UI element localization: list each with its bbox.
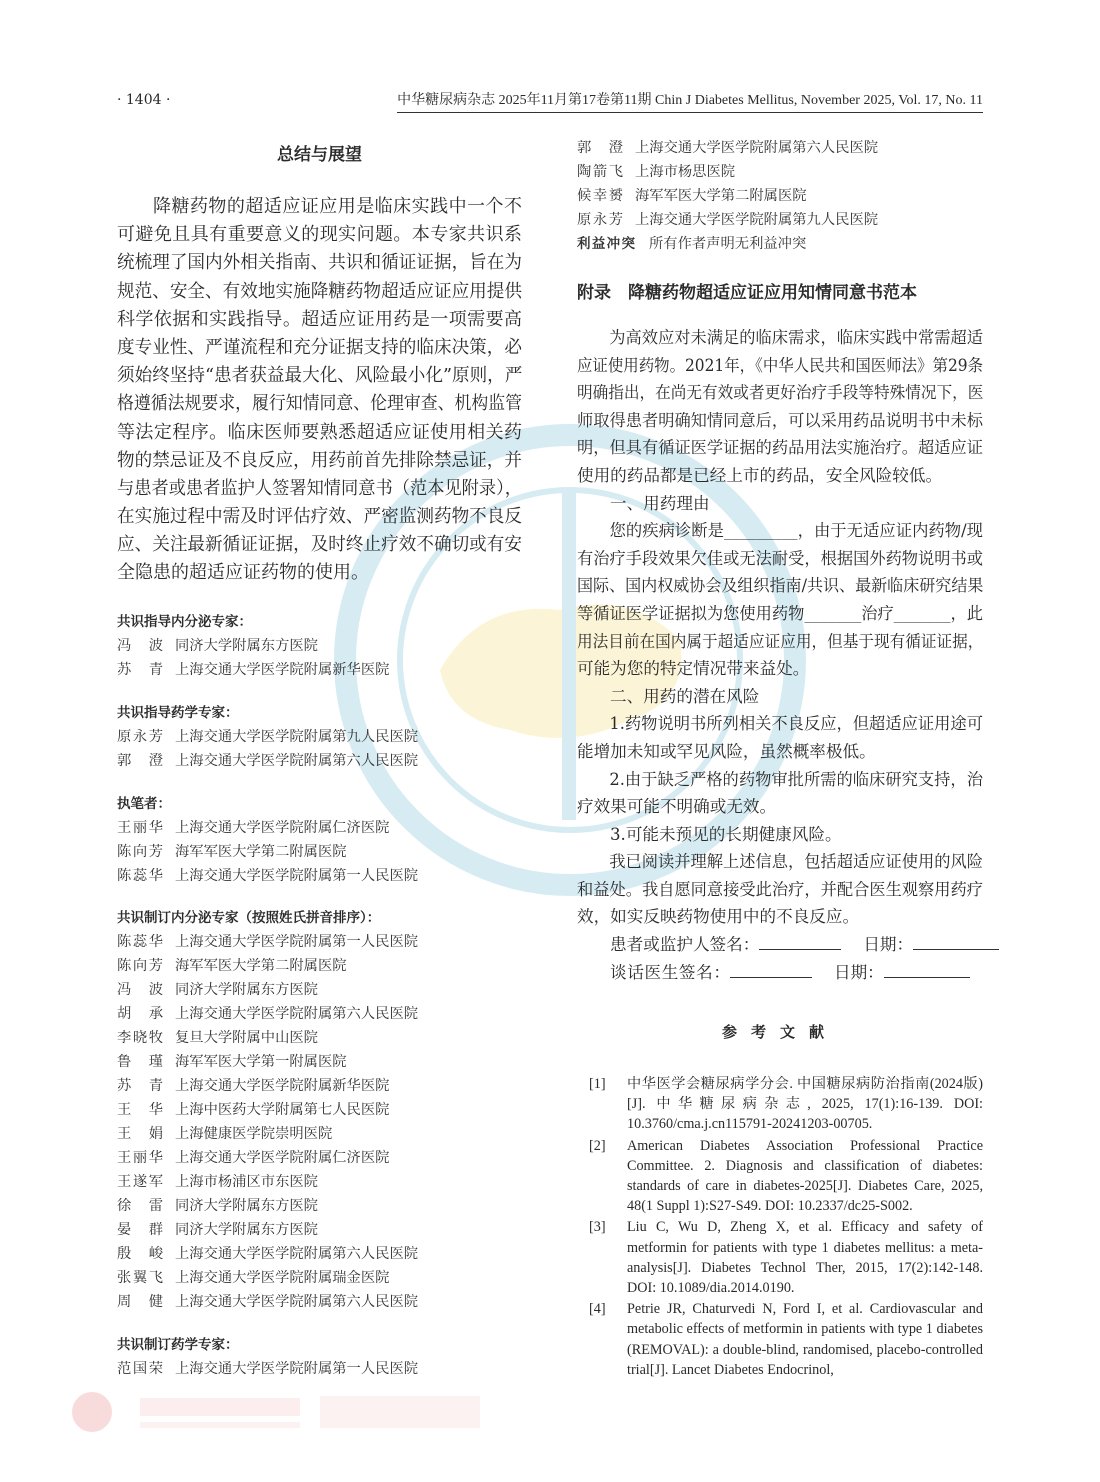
person-name: 徐雷 <box>117 1198 163 1214</box>
paragraph-line: 物的禁忌证及不良反应，用药前首先排除禁忌证，并 <box>117 449 522 471</box>
person-name: 范国荣 <box>117 1361 163 1377</box>
expert-group <box>117 701 522 773</box>
person-name: 王遂军 <box>117 1174 163 1190</box>
expert-group <box>117 1333 522 1381</box>
paragraph-line: 度专业性、严谨流程和充分证据支持的临床决策，必 <box>117 336 522 358</box>
conflict-text: 所有作者声明无利益冲突 <box>649 236 807 252</box>
paragraph-line: 可避免且具有重要意义的现实问题。本专家共识系 <box>117 224 522 246</box>
paragraph-line: 国际、国内权威协会及组织指南/共识、最新临床研究结果 <box>577 576 984 596</box>
paragraph-line: 师取得患者明确知情同意后，可以采用药品说明书中未标 <box>577 410 983 430</box>
person-institution: 上海交通大学医学院附属瑞金医院 <box>175 1270 390 1286</box>
person-name: 冯波 <box>117 982 163 998</box>
date-field[interactable] <box>884 959 970 978</box>
person-row <box>577 208 983 232</box>
conflict-label: 利益冲突 <box>577 236 635 252</box>
paragraph-line: 等法定程序。临床医师要熟悉超适应证使用相关药 <box>117 421 522 443</box>
paragraph-line: 用法目前在国内属于超适应证应用，但基于现有循证证据， <box>577 631 984 651</box>
person-row <box>117 1002 522 1026</box>
person-name: 陈向芳 <box>117 844 163 860</box>
reference-text: 中华医学会糖尿病学分会. 中国糖尿病防治指南(2024版)[J]. 中华糖尿病杂志, 2025, 17(1):16-139. DOI: 10.3760/cma.j.cn115791-20241203-00705. <box>627 1076 983 1133</box>
group-title: 执笔者： <box>117 796 171 812</box>
person-name: 王丽华 <box>117 1150 163 1166</box>
paragraph-line: 2.由于缺乏严格的药物审批所需的临床研究支持，治 <box>609 769 983 789</box>
person-row <box>117 1242 522 1266</box>
paragraph-line: 明确指出，在尚无有效或者更好治疗手段等特殊情况下，医 <box>577 383 984 403</box>
person-name: 原永芳 <box>117 729 163 745</box>
person-name: 王娟 <box>117 1126 163 1142</box>
person-name: 冯波 <box>117 638 163 654</box>
person-row <box>117 864 522 888</box>
paragraph-line: 与患者或患者监护人签署知情同意书（范本见附录）， <box>117 477 522 499</box>
signature-label: 患者或监护人签名： <box>610 935 760 955</box>
person-name: 陈向芳 <box>117 958 163 974</box>
person-name: 原永芳 <box>577 212 623 228</box>
person-institution: 上海健康医学院崇明医院 <box>175 1126 333 1142</box>
paragraph-line: 须始终坚持“患者获益最大化、风险最小化”原则，严 <box>117 365 523 387</box>
person-row <box>117 930 522 954</box>
appendix-heading: 附录 降糖药物超适应证应用知情同意书范本 <box>577 283 917 303</box>
person-name: 苏青 <box>117 662 163 678</box>
paragraph-line: 3.可能未预见的长期健康风险。 <box>610 824 842 844</box>
expert-group <box>117 610 522 682</box>
reference-item <box>577 1217 983 1298</box>
person-row <box>117 1170 522 1194</box>
person-row <box>117 840 522 864</box>
paragraph-line: 应证使用药物。2021年，《中华人民共和国医师法》第29条 <box>577 355 983 375</box>
journal-header: 中华糖尿病杂志 2025年11月第17卷第11期 Chin J Diabetes Mellitus, November 2025, Vol. 17, No. 11 <box>397 89 983 113</box>
reference-number: [4] <box>589 1301 606 1318</box>
reference-item <box>577 1299 983 1380</box>
person-institution: 上海交通大学医学院附属第一人民医院 <box>175 1361 419 1377</box>
date-label: 日期： <box>863 935 914 955</box>
signature-field[interactable] <box>730 959 812 978</box>
person-name: 李晓牧 <box>117 1030 163 1046</box>
paragraph-line: 有治疗手段效果欠佳或无法耐受，根据国外药物说明书或 <box>577 548 983 568</box>
summary-heading: 总结与展望 <box>277 145 362 165</box>
person-institution: 上海交通大学医学院附属第九人民医院 <box>635 212 879 228</box>
group-title: 共识指导内分泌专家： <box>117 614 252 630</box>
paragraph-line: 格遵循法规要求，履行知情同意、伦理审查、机构监管 <box>117 393 522 415</box>
person-institution: 复旦大学附属中山医院 <box>175 1030 318 1046</box>
group-title: 共识制订内分泌专家（按照姓氏拼音排序）： <box>117 910 381 926</box>
person-row <box>117 1194 522 1218</box>
paragraph-line: 疗效果可能不明确或无效。 <box>577 797 777 817</box>
person-institution: 同济大学附属东方医院 <box>175 982 318 998</box>
person-institution: 同济大学附属东方医院 <box>175 1222 318 1238</box>
paragraph-line: 为高效应对未满足的临床需求，临床实践中常需超适 <box>609 328 983 347</box>
signature-field[interactable] <box>759 931 841 950</box>
reference-item <box>577 1074 983 1135</box>
person-row <box>117 816 522 840</box>
paragraph-line: 能增加未知或罕见风险，虽然概率极低。 <box>577 741 876 761</box>
person-institution: 上海交通大学医学院附属第六人民医院 <box>175 1294 419 1310</box>
reference-item <box>577 1136 983 1217</box>
paragraph-line: 科学依据和实践指导。超适应证用药是一项需要高 <box>117 308 522 330</box>
person-row <box>117 1026 522 1050</box>
consent-form <box>577 324 983 987</box>
person-institution: 海军军医大学第一附属医院 <box>175 1054 347 1070</box>
paragraph-line: 效，如实反映药物使用中的不良反应。 <box>577 907 860 927</box>
date-label: 日期： <box>834 963 884 983</box>
paragraph-line: 可能为您的特定情况带来益处。 <box>577 659 810 679</box>
signature-label: 谈话医生签名： <box>610 963 730 983</box>
reference-number: [2] <box>589 1137 606 1154</box>
references-title: 参考文献 <box>721 1023 838 1041</box>
paragraph-line: 在实施过程中需及时评估疗效、严密监测药物不良反 <box>117 506 522 528</box>
person-institution: 上海中医药大学附属第七人民医院 <box>175 1102 390 1118</box>
reference-number: [1] <box>589 1076 606 1092</box>
person-name: 郭澄 <box>117 753 163 769</box>
person-institution: 上海交通大学医学院附属第六人民医院 <box>635 140 879 156</box>
person-institution: 上海交通大学医学院附属第一人民医院 <box>175 934 419 950</box>
person-institution: 上海交通大学医学院附属第六人民医院 <box>175 753 419 769</box>
paragraph-line: 统梳理了国内外相关指南、共识和循证证据，旨在为 <box>117 252 522 274</box>
person-row <box>117 978 522 1002</box>
appendix-title <box>577 278 983 303</box>
paragraph-line: 降糖药物的超适应证应用是临床实践中一个不 <box>153 196 522 217</box>
consent-text <box>577 324 983 931</box>
person-row <box>577 184 983 208</box>
person-name: 晏群 <box>117 1222 163 1238</box>
person-row <box>117 1146 522 1170</box>
expert-group <box>117 792 522 888</box>
reference-list <box>577 1074 983 1381</box>
paragraph-line: 规范、安全、有效地实施降糖药物超适应证应用提供 <box>117 280 522 302</box>
person-name: 鲁瑾 <box>117 1054 163 1070</box>
person-institution: 上海市杨浦区市东医院 <box>175 1174 318 1190</box>
person-institution: 上海交通大学医学院附属第六人民医院 <box>175 1246 419 1262</box>
paragraph-line: 我已阅读并理解上述信息，包括超适应证使用的风险 <box>609 852 983 872</box>
person-institution: 海军军医大学第二附属医院 <box>635 188 807 204</box>
person-name: 候幸赟 <box>577 188 623 204</box>
person-row <box>117 954 522 978</box>
person-row <box>117 1098 522 1122</box>
person-name: 周健 <box>117 1294 163 1310</box>
paragraph-line: 一、用药理由 <box>610 493 710 513</box>
group-title: 共识制订药学专家： <box>117 1337 239 1353</box>
publisher-watermark-logo <box>70 1390 490 1440</box>
person-row <box>117 725 522 749</box>
person-row <box>117 1357 522 1381</box>
signature-row <box>577 931 983 959</box>
paragraph-line: 使用的药品都是已经上市的药品，安全风险较低。 <box>577 465 943 485</box>
paragraph-line: 应、关注最新循证证据，及时终止疗效不确切或有安 <box>117 534 522 556</box>
running-header <box>117 89 983 113</box>
person-row <box>117 1122 522 1146</box>
expert-groups-continued <box>577 136 983 256</box>
person-institution: 海军军医大学第二附属医院 <box>175 958 347 974</box>
paragraph-line: 您的疾病诊断是_________，由于无适应证内药物/现 <box>609 521 983 541</box>
person-row <box>577 136 983 160</box>
summary-paragraph <box>117 193 522 588</box>
person-institution: 上海交通大学医学院附属仁济医院 <box>175 1150 390 1166</box>
paragraph-line: 全隐患的超适应证药物的使用。 <box>117 562 369 584</box>
person-name: 王丽华 <box>117 820 163 836</box>
person-name: 张翼飞 <box>117 1270 163 1286</box>
signature-row <box>577 959 983 987</box>
person-row <box>117 1050 522 1074</box>
person-institution: 海军军医大学第二附属医院 <box>175 844 347 860</box>
person-row <box>117 1266 522 1290</box>
person-row <box>117 1074 522 1098</box>
person-institution: 上海交通大学医学院附属第六人民医院 <box>175 1006 419 1022</box>
person-institution: 上海交通大学医学院附属新华医院 <box>175 1078 390 1094</box>
person-name: 殷峻 <box>117 1246 163 1262</box>
summary-title <box>117 140 522 165</box>
paragraph-line: 二、用药的潜在风险 <box>610 686 760 706</box>
person-row <box>117 634 522 658</box>
paragraph-line: 等循证医学证据拟为您使用药物_______治疗_______，此 <box>577 603 983 623</box>
expert-group <box>117 906 522 1314</box>
paragraph-line: 明，但具有循证医学证据的药品用法实施治疗。超适应证 <box>577 438 983 458</box>
person-institution: 同济大学附属东方医院 <box>175 638 318 654</box>
conflict-statement <box>577 232 983 256</box>
expert-groups <box>117 610 522 1381</box>
group-title: 共识指导药学专家： <box>117 705 239 721</box>
paragraph-line: 和益处。我自愿同意接受此治疗，并配合医生观察用药疗 <box>577 879 983 899</box>
page-number: · 1404 · <box>117 92 171 108</box>
person-name: 王华 <box>117 1102 163 1118</box>
person-name: 郭澄 <box>577 140 623 156</box>
person-institution: 上海交通大学医学院附属第一人民医院 <box>175 868 419 884</box>
person-row <box>117 1218 522 1242</box>
person-institution: 上海市杨思医院 <box>635 164 736 180</box>
person-institution: 上海交通大学医学院附属第九人民医院 <box>175 729 419 745</box>
person-name: 陈蕊华 <box>117 934 163 950</box>
person-institution: 同济大学附属东方医院 <box>175 1198 318 1214</box>
person-institution: 上海交通大学医学院附属新华医院 <box>175 662 390 678</box>
person-row <box>117 749 522 773</box>
person-row <box>117 658 522 682</box>
paragraph-line: 1.药物说明书所列相关不良反应，但超适应证用途可 <box>609 714 983 734</box>
person-name: 陈蕊华 <box>117 868 163 884</box>
person-name: 苏青 <box>117 1078 163 1094</box>
person-name: 陶箭飞 <box>577 164 623 180</box>
reference-text: American Diabetes Association Professional Practice Committee. 2. Diagnosis and classification of diabetes: standards of care in diabetes-2025[J]. Diabetes Care, 2025, 48(1 Suppl 1):S27-S49. DOI: 10.2337/dc25-S002. <box>627 1137 983 1215</box>
person-row <box>117 1290 522 1314</box>
person-institution: 上海交通大学医学院附属仁济医院 <box>175 820 390 836</box>
reference-text: Liu C, Wu D, Zheng X, et al. Efficacy and safety of metformin for patients with type 1 diabetes mellitus: a meta-analysis[J]. Diabetes Technol Ther, 2015, 17(2):142-148. DOI: 10.1089/dia.2014.0190. <box>627 1219 983 1297</box>
reference-number: [3] <box>589 1219 606 1236</box>
date-field[interactable] <box>913 931 999 950</box>
reference-text: Petrie JR, Chaturvedi N, Ford I, et al. Cardiovascular and metabolic effects of metformin in patients with type 1 diabetes (REMOVAL): a double-blind, randomised, placebo-controlled trial[J]. Lancet Diabetes Endocrinol, <box>627 1301 983 1378</box>
person-name: 胡承 <box>117 1006 163 1022</box>
person-row <box>577 160 983 184</box>
